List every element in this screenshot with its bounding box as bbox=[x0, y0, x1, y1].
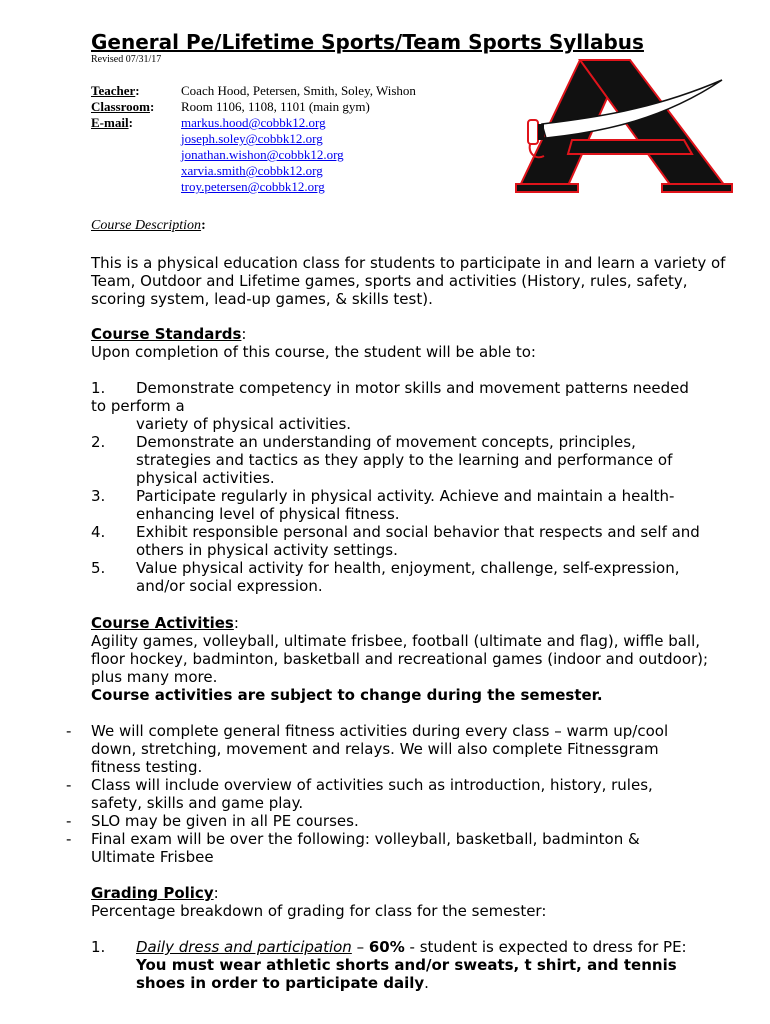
standard-number: 1. bbox=[91, 379, 106, 397]
activity-bullet-1: We will complete general fitness activities during every class – warm up/cool down, stretching, movement and relays. We will also complete Fitnessgram fitness testing. bbox=[91, 722, 669, 776]
bullet-dash: - bbox=[66, 812, 72, 830]
activities-text: Agility games, volleyball, ultimate frisbee, football (ultimate and flag), wiffle ball, floor hockey, badminton, basketball and recreational games (indoor and outdoor); plus many more. bbox=[91, 632, 709, 686]
description-heading: Course Description: bbox=[91, 218, 206, 233]
teacher-value: Coach Hood, Petersen, Smith, Soley, Wishon bbox=[181, 83, 416, 98]
standard-number: 4. bbox=[91, 523, 106, 541]
grading-heading: Grading Policy: bbox=[91, 884, 219, 902]
bullet-dash: - bbox=[66, 722, 72, 740]
standard-item-1-cont: variety of physical activities. bbox=[136, 415, 352, 433]
email-link-petersen[interactable]: troy.petersen@cobbk12.org bbox=[181, 179, 325, 194]
email-label: E-mail: bbox=[91, 115, 133, 130]
standard-item-1: Demonstrate competency in motor skills and movement patterns needed bbox=[136, 379, 689, 397]
classroom-label: Classroom: bbox=[91, 99, 155, 114]
standard-item-5: Value physical activity for health, enjoyment, challenge, self-expression, and/or social expression. bbox=[136, 559, 680, 595]
standard-number: 3. bbox=[91, 487, 106, 505]
email-link-smith[interactable]: xarvia.smith@cobbk12.org bbox=[181, 163, 323, 178]
school-logo-a-icon bbox=[512, 58, 734, 196]
activities-note: Course activities are subject to change during the semester. bbox=[91, 686, 603, 704]
standard-number: 2. bbox=[91, 433, 106, 451]
activities-heading: Course Activities: bbox=[91, 614, 239, 632]
description-text: This is a physical education class for students to participate in and learn a variety of Team, Outdoor and Lifetime games, sports and activities (History, rules, safety, scoring system, lead-up games, & skills test). bbox=[91, 254, 726, 308]
grading-item-1: Daily dress and participation – 60% - student is expected to dress for PE: You must wear athletic shorts and/or sweats, t shirt, and tennis shoes in order to participate daily. bbox=[136, 938, 687, 992]
revised-date: Revised 07/31/17 bbox=[91, 54, 162, 65]
standards-intro: Upon completion of this course, the student will be able to: bbox=[91, 343, 536, 361]
standard-item-1-cont: to perform a bbox=[91, 397, 185, 415]
classroom-value: Room 1106, 1108, 1101 (main gym) bbox=[181, 99, 370, 114]
email-link-wishon[interactable]: jonathan.wishon@cobbk12.org bbox=[181, 147, 344, 162]
grading-intro: Percentage breakdown of grading for class for the semester: bbox=[91, 902, 547, 920]
standards-heading: Course Standards: bbox=[91, 325, 247, 343]
bullet-dash: - bbox=[66, 830, 72, 848]
email-link-soley[interactable]: joseph.soley@cobbk12.org bbox=[181, 131, 323, 146]
standard-number: 5. bbox=[91, 559, 106, 577]
teacher-label: Teacher: bbox=[91, 83, 140, 98]
standard-item-3: Participate regularly in physical activity. Achieve and maintain a health-enhancing level of physical fitness. bbox=[136, 487, 675, 523]
activity-bullet-2: Class will include overview of activities such as introduction, history, rules, safety, skills and game play. bbox=[91, 776, 653, 812]
bullet-dash: - bbox=[66, 776, 72, 794]
standard-item-4: Exhibit responsible personal and social behavior that respects and self and others in physical activity settings. bbox=[136, 523, 700, 559]
activity-bullet-3: SLO may be given in all PE courses. bbox=[91, 812, 359, 830]
email-link-hood[interactable]: markus.hood@cobbk12.org bbox=[181, 115, 326, 130]
standard-item-2: Demonstrate an understanding of movement concepts, principles, strategies and tactics as they apply to the learning and performance of physical activities. bbox=[136, 433, 673, 487]
page-title: General Pe/Lifetime Sports/Team Sports Syllabus bbox=[91, 30, 644, 54]
activity-bullet-4: Final exam will be over the following: volleyball, basketball, badminton & Ultimate Frisbee bbox=[91, 830, 640, 866]
grading-item-number: 1. bbox=[91, 938, 106, 956]
